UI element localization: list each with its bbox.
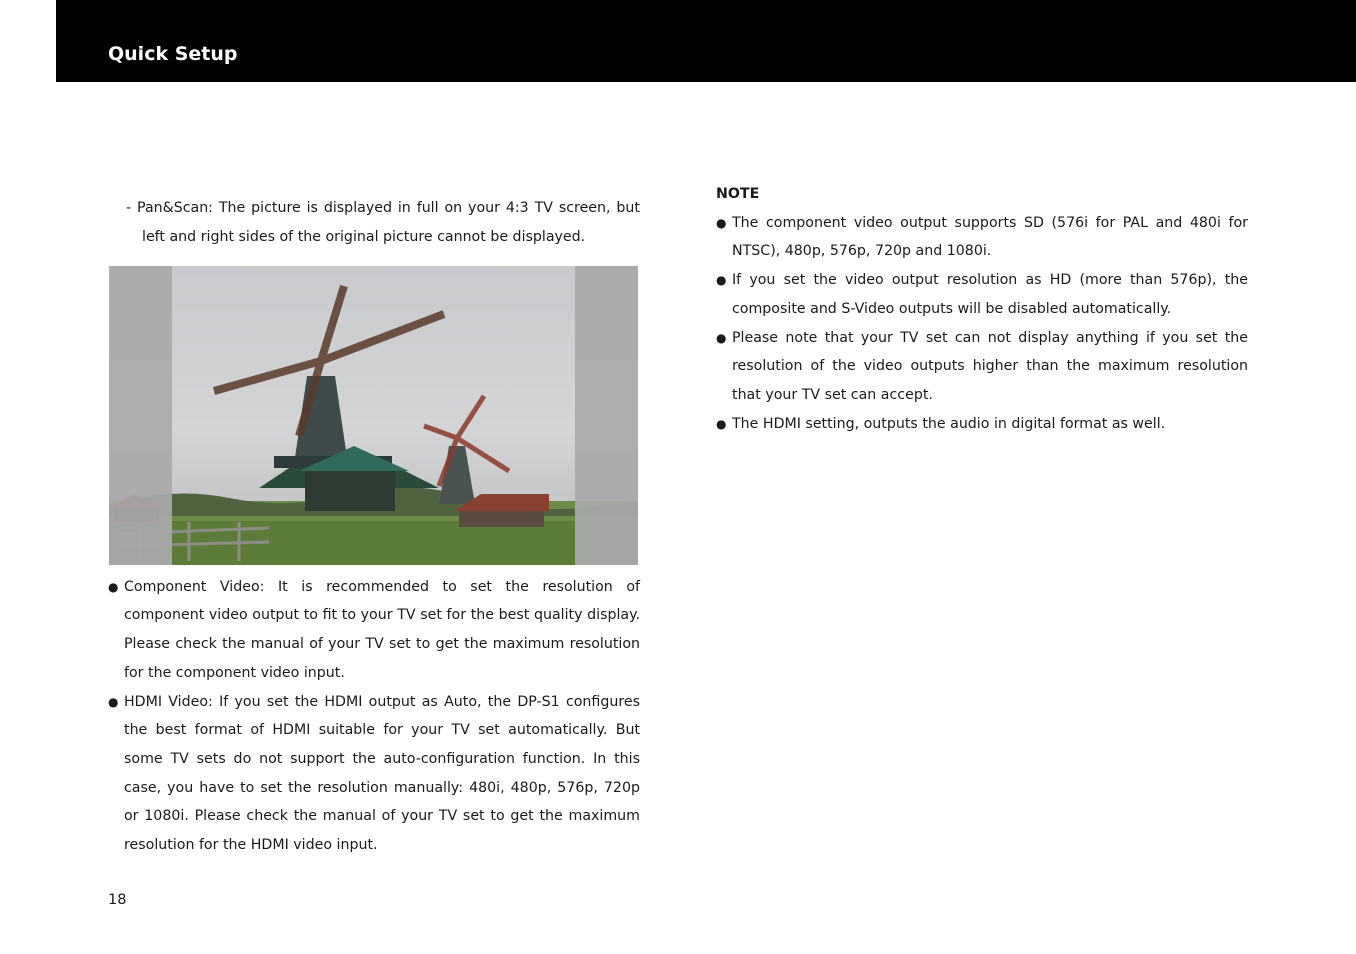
note-bullet: ● Please note that your TV set can not display anything if you set the resolution of the video outputs higher than the maximum resolution that your TV set can accept. [716, 324, 1248, 410]
bullet-hdmi-video: ● HDMI Video: If you set the HDMI output as Auto, the DP-S1 configures the best format of HDMI suitable for your TV set automatically. But some TV sets do not support the auto-configuration function. In this case, you have to set the resolution manually: 480i, 480p, 576p, 720p or 1080i. Please check the manual of your TV set to get the maximum resolution for the HDMI video input. [108, 688, 640, 860]
page-header [56, 0, 1356, 82]
windmill-photo [109, 266, 638, 565]
bullet-icon: ● [716, 273, 727, 288]
left-column [108, 180, 640, 860]
bullet-component-video: ● Component Video: It is recommended to set the resolution of component video output to fit to your TV set for the best quality display. Please check the manual of your TV set to get the maximum resolution for the component video input. [108, 573, 640, 688]
bullet-icon: ● [716, 215, 727, 230]
header-title: Quick Setup [108, 43, 238, 65]
bullet-icon: ● [716, 416, 727, 431]
page-number: 18 [108, 892, 127, 908]
bullet-icon: ● [108, 579, 119, 594]
pan-scan-bar-left [109, 266, 172, 565]
pan-scan-text: - Pan&Scan: The picture is displayed in full on your 4:3 TV screen, but left and right sides of the original picture cannot be displayed. [126, 200, 640, 245]
note-bullet: ● The component video output supports SD (576i for PAL and 480i for NTSC), 480p, 576p, 720p and 1080i. [716, 209, 1248, 266]
note-bullet: ● If you set the video output resolution as HD (more than 576p), the composite and S-Video outputs will be disabled automatically. [716, 266, 1248, 323]
bullet-icon: ● [716, 330, 727, 345]
right-column [716, 180, 1248, 438]
windmill-scene [109, 266, 638, 565]
pan-scan-bar-right [575, 266, 638, 565]
note-bullet: ● The HDMI setting, outputs the audio in digital format as well. [716, 410, 1248, 439]
note-heading: NOTE [716, 186, 760, 202]
bullet-icon: ● [108, 694, 119, 709]
